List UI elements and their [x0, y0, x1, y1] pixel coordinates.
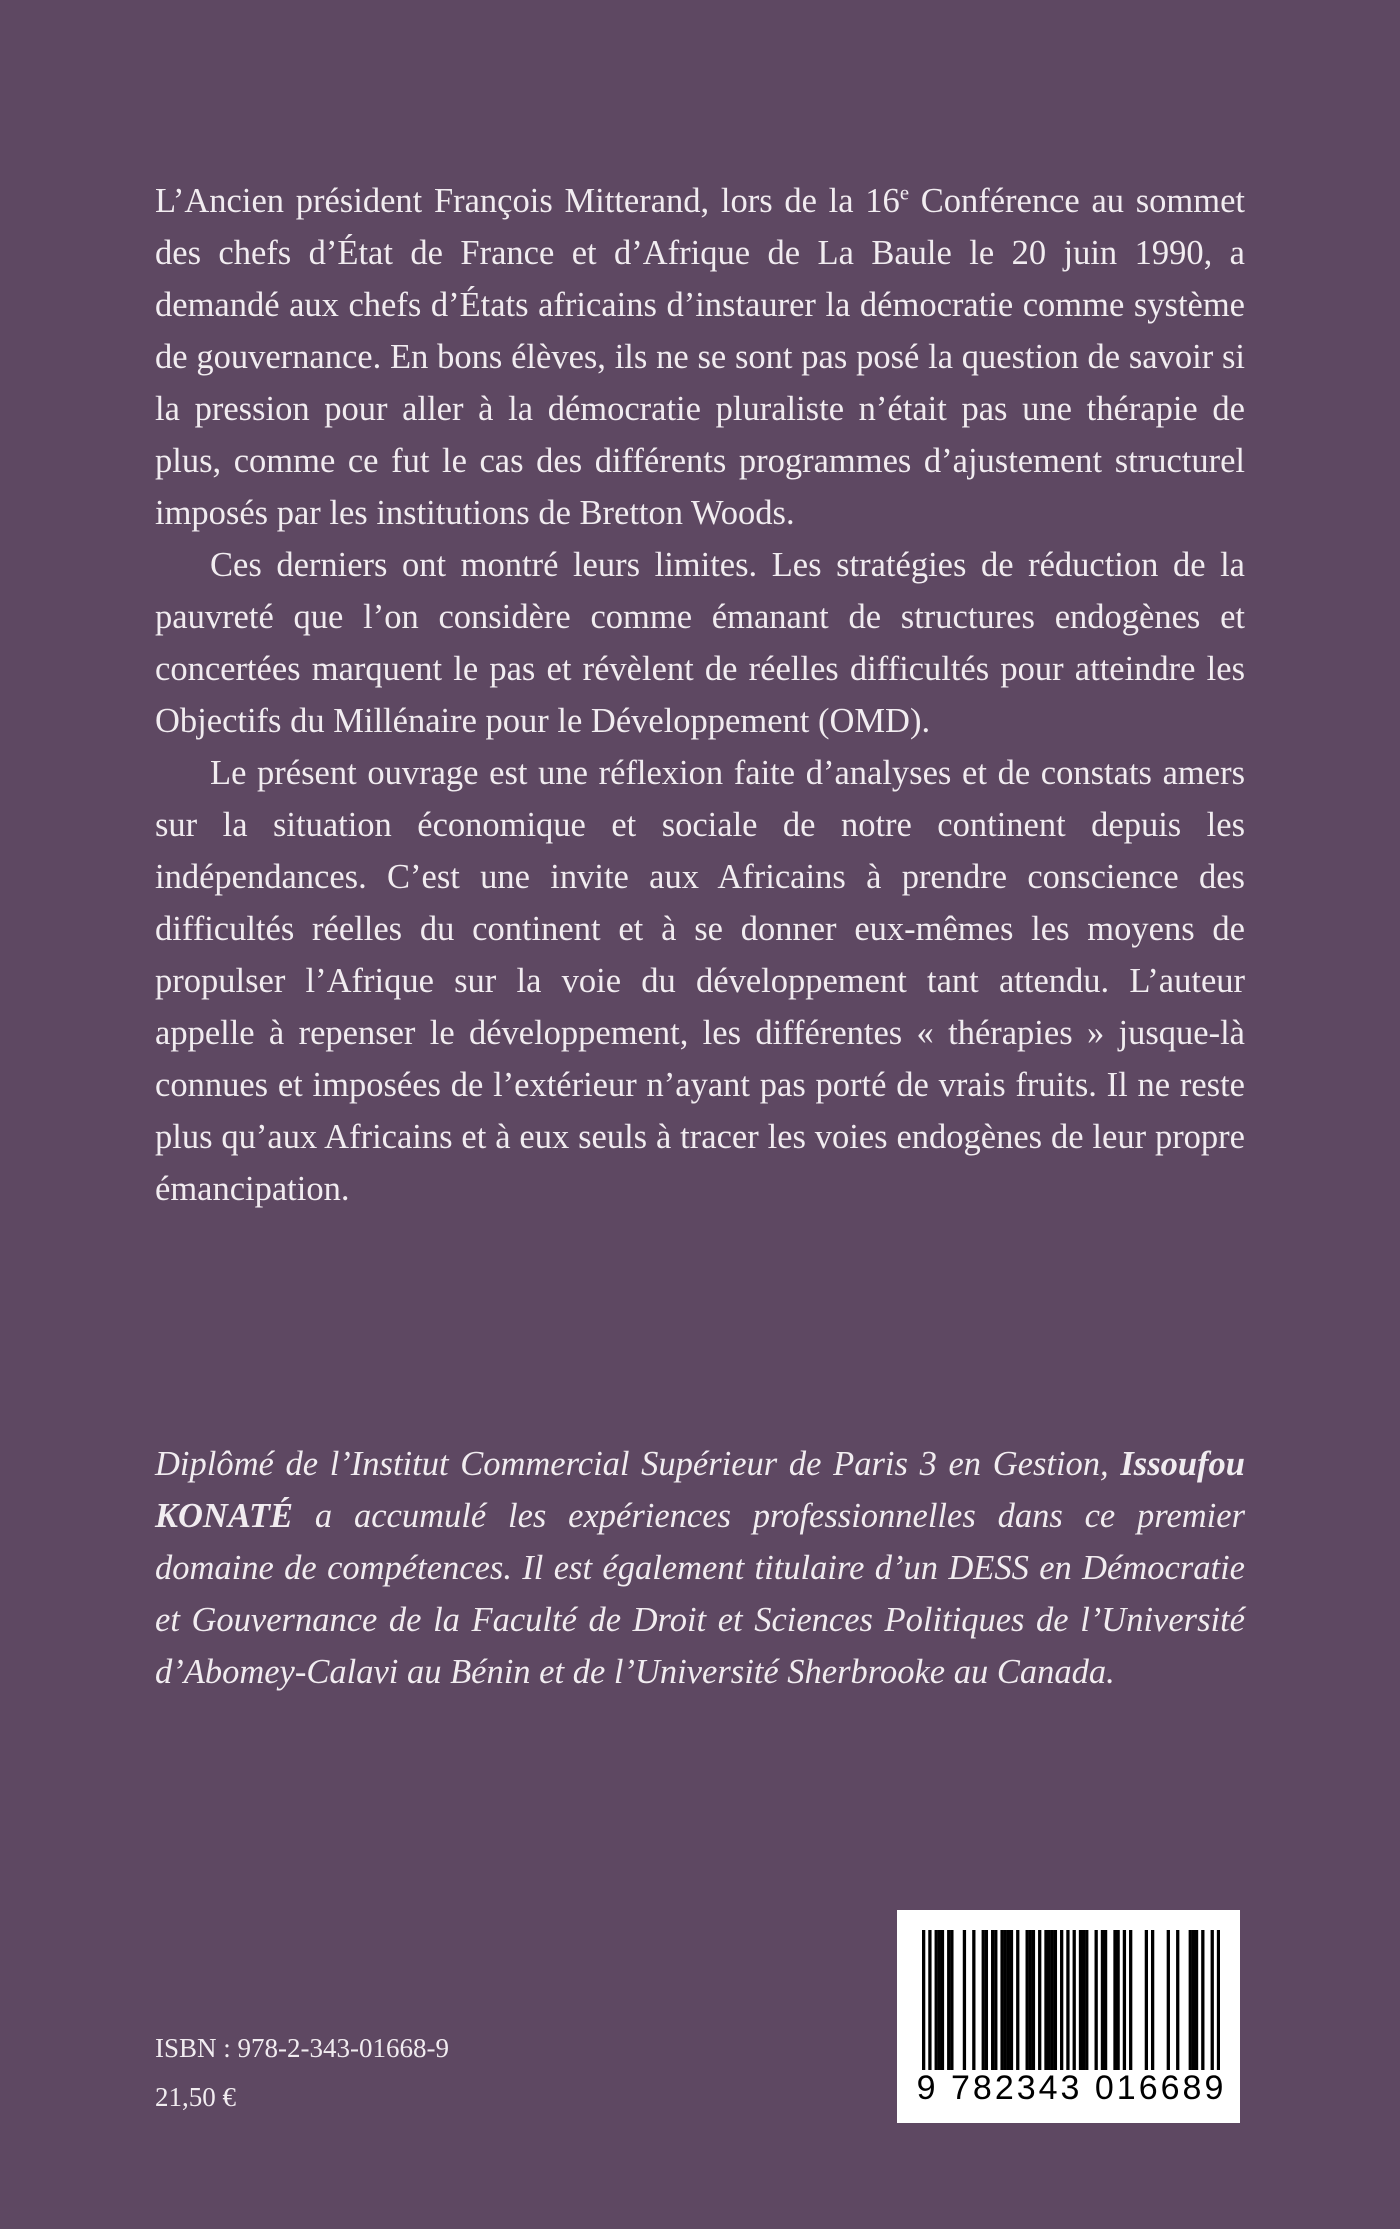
- barcode-bar: [1085, 1930, 1088, 2070]
- barcode-bar: [1051, 1930, 1054, 2070]
- barcode-bar: [1201, 1930, 1204, 2070]
- barcode-bar: [985, 1930, 988, 2070]
- barcode-bar: [1047, 1930, 1050, 2070]
- barcode-bar: [1004, 1930, 1007, 2070]
- barcode-bar: [1095, 1930, 1098, 2070]
- barcode-bar: [1010, 1930, 1013, 2070]
- barcode-bar: [994, 1930, 997, 2070]
- barcode-bar: [1123, 1930, 1126, 2070]
- barcode-bar: [1044, 1930, 1047, 2070]
- barcode-bar: [1038, 1930, 1041, 2070]
- barcode-bar: [1007, 1930, 1010, 2070]
- barcode-bar: [963, 1930, 966, 2070]
- barcode-bar: [1145, 1930, 1148, 2070]
- barcode-bar: [1079, 1930, 1082, 2070]
- barcode-bar: [1176, 1930, 1179, 2070]
- barcode-bar: [1066, 1930, 1069, 2070]
- barcode-bar: [1192, 1930, 1195, 2070]
- barcode-bars: [922, 1930, 1220, 2070]
- barcode-bar: [1104, 1930, 1107, 2070]
- barcode-bar: [1026, 1930, 1029, 2070]
- summary-paragraph-2: Ces derniers ont montré leurs limites. Les stratégies de réduction de la pauvreté que l’on considère comme émanant de structures endogènes et concertées marquent le pas et révèlent de réelles difficultés pour atteindre les Objectifs du Millénaire pour le Développement (OMD).: [155, 546, 1245, 740]
- barcode-bar: [1167, 1930, 1170, 2070]
- barcode-bar: [1151, 1930, 1154, 2070]
- barcode-bar: [1101, 1930, 1104, 2070]
- barcode-bar: [947, 1930, 950, 2070]
- barcode-bar: [922, 1930, 925, 2070]
- barcode-bar: [1060, 1930, 1063, 2070]
- barcode-bar: [1016, 1930, 1019, 2070]
- summary-paragraph-1: [155, 175, 1245, 539]
- barcode-bar: [972, 1930, 975, 2070]
- author-bio: [155, 1438, 1245, 1698]
- barcode-bar: [1073, 1930, 1076, 2070]
- barcode-bar: [1113, 1930, 1116, 2070]
- barcode-bar: [991, 1930, 994, 2070]
- price-label: 21,50 €: [155, 2082, 236, 2112]
- barcode-bar: [1082, 1930, 1085, 2070]
- author-name: Issoufou KONATÉ: [155, 1445, 1245, 1535]
- author-bio-rest: a accumulé les expériences professionnelles dans ce premier domaine de compétences. Il est également titulaire d’un DESS en Démocratie et Gouvernance de la Faculté de Droit et Sciences Politiques de l’Université d’Abomey-Calavi au Bénin et de l’Université Sherbrooke au Canada.: [155, 1497, 1245, 1691]
- barcode-bar: [928, 1930, 931, 2070]
- author-bio-intro: Diplômé de l’Institut Commercial Supérieur de Paris 3 en Gestion,: [155, 1445, 1121, 1483]
- summary-paragraph-3: Le présent ouvrage est une réflexion faite d’analyses et de constats amers sur la situation économique et sociale de notre continent depuis les indépendances. C’est une invite aux Africains à prendre conscience des difficultés réelles du continent et à se donner eux-mêmes les moyens de propulser l’Afrique sur la voie du développement tant attendu. L’auteur appelle à repenser le développement, les différentes « thérapies » jusque-là connues et imposées de l’extérieur n’ayant pas porté de vrais fruits. Il ne reste plus qu’aux Africains et à eux seuls à tracer les voies endogènes de leur propre émancipation.: [155, 754, 1245, 1208]
- barcode-bar: [941, 1930, 944, 2070]
- barcode-bar: [1029, 1930, 1032, 2070]
- ordinal-superscript: e: [899, 182, 909, 205]
- barcode-bar: [938, 1930, 941, 2070]
- barcode-bar: [1032, 1930, 1035, 2070]
- barcode-bar: [1116, 1930, 1119, 2070]
- summary-p1-end: Conférence au sommet des chefs d’État de France et d’Afrique de La Baule le 20 juin 1990, a demandé aux chefs d’États africains d’instaurer la démocratie comme système de gouvernance. En bons élèves, ils ne se sont pas posé la question de savoir si la pression pour aller à la démocratie pluraliste n’était pas une thérapie de plus, comme ce fut le cas des différents programmes d’ajustement structurel imposés par les institutions de Bretton Woods.: [155, 182, 1245, 532]
- barcode-bar: [1129, 1930, 1132, 2070]
- barcode: [897, 1910, 1240, 2123]
- barcode-bar: [1195, 1930, 1198, 2070]
- barcode-bar: [950, 1930, 953, 2070]
- barcode-bar: [935, 1930, 938, 2070]
- barcode-digits: 9 782343 016689: [916, 2069, 1227, 2107]
- barcode-bar: [1000, 1930, 1003, 2070]
- barcode-bar: [1211, 1930, 1214, 2070]
- summary-p1-start: L’Ancien président François Mitterand, lors de la 16: [155, 182, 900, 220]
- barcode-bar: [1054, 1930, 1057, 2070]
- isbn-label: ISBN : 978-2-343-01668-9: [155, 2033, 449, 2063]
- barcode-bar: [1189, 1930, 1192, 2070]
- barcode-bar: [982, 1930, 985, 2070]
- barcode-bar: [1217, 1930, 1220, 2070]
- back-cover-summary: [155, 175, 1245, 1215]
